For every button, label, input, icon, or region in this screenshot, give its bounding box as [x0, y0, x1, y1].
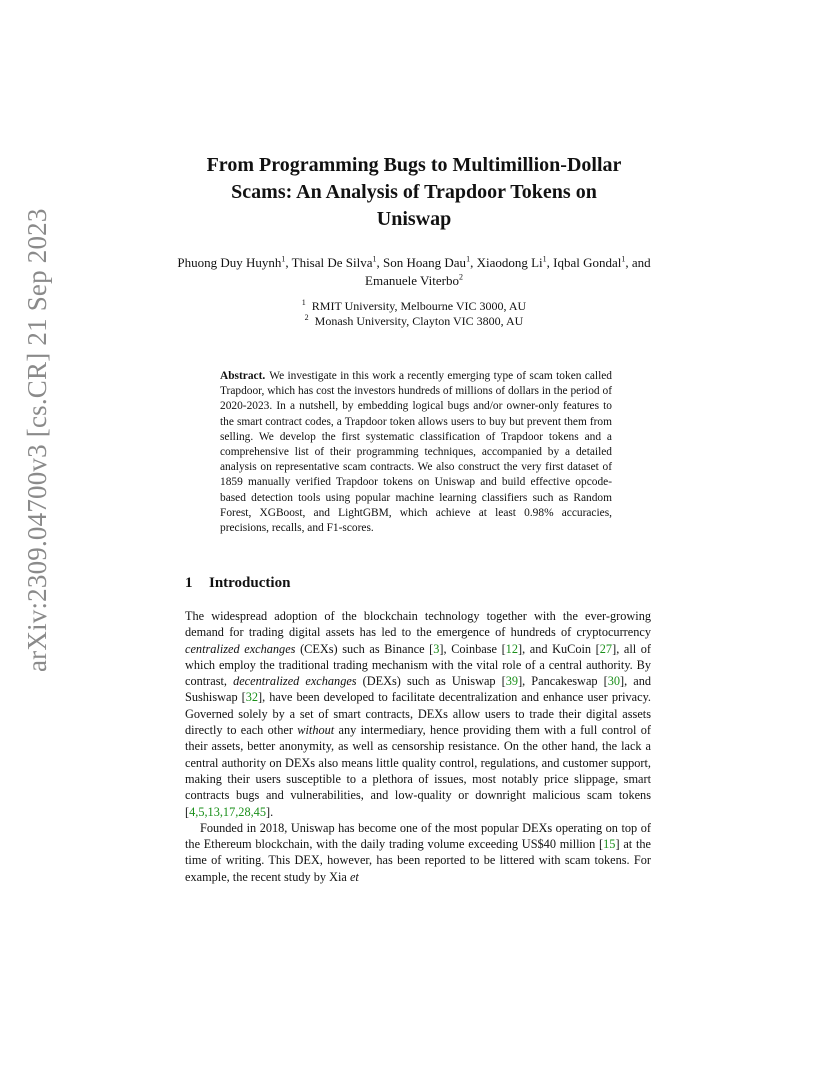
- text-run: .: [270, 804, 274, 819]
- text-run: , and KuCoin: [522, 641, 596, 656]
- title-line-2: Scams: An Analysis of Trapdoor Tokens on: [231, 181, 597, 203]
- affiliations: [170, 299, 658, 329]
- author-name: Thisal De Silva: [291, 255, 373, 270]
- affiliation-mark: 2: [304, 313, 309, 322]
- paragraph-2: [185, 820, 651, 885]
- text-run: any intermediary, hence providing them with a full control of their assets, better anonymity, as well as censorship resistance. On the other hand, the lack a central authority on DEXs also means little quality control, regulations, and customer support, making their users susceptible to a plethora of issues, most notably price slippage, smart contracts bugs and vulnerabilities, and low-quality or downright malicious scam tokens: [185, 723, 651, 803]
- affiliation-2: [170, 314, 658, 329]
- affiliation-1: [170, 299, 658, 314]
- body-text: [185, 608, 651, 885]
- author-affil-mark: 1: [542, 254, 547, 264]
- citation-link[interactable]: [ 39 ]: [502, 674, 523, 688]
- title-line-1: From Programming Bugs to Multimillion-Dollar: [206, 154, 622, 176]
- citation-link[interactable]: [ 12 ]: [502, 642, 523, 656]
- emphasis: centralized exchanges: [185, 641, 296, 656]
- text-run: , all of which employ the traditional trading mechanism with the vital role of a central authority. By contrast,: [185, 641, 652, 689]
- author-affil-mark: 1: [372, 254, 377, 264]
- paragraph-1: [185, 608, 651, 820]
- arxiv-identifier: arXiv:2309.04700v3 [cs.CR] 21 Sep 2023: [22, 208, 52, 672]
- section-title: Introduction: [209, 575, 291, 591]
- abstract-text: We investigate in this work a recently emerging type of scam token called Trapdoor, which has cost the investors hundreds of millions of dollars in the period of 2020-2023. In a nutshell, by embedding logical bugs and/or owner-only features to the smart contract codes, a Trapdoor token allows users to buy but prevent them from selling. We develop the first systematic classification of Trapdoor tokens and a comprehensive list of their programming techniques, accompanied by a detailed analysis on representative scam contracts. We also construct the very first dataset of 1859 manually verified Trapdoor tokens on Uniswap and build effective opcode-based detection tools using popular machine learning classifiers such as Random Forest, XGBoost, and LightGBM, which achieve at least 0.98% accuracies, precisions, recalls, and F1-scores.: [220, 370, 612, 535]
- author-name: Phuong Duy Huynh: [177, 255, 282, 270]
- text-run: , have been developed to facilitate decentralization and enhance user privacy. Governed solely by a set of smart contracts, DEXs allow users to trade their digital assets directly to each other: [185, 690, 651, 738]
- text-run: (CEXs) such as Binance: [295, 641, 430, 656]
- author-conjunction: and: [631, 255, 651, 270]
- abstract-label: Abstract.: [220, 370, 266, 382]
- text-run: The widespread adoption of the blockchain technology together with the ever-growing demand for trading digital assets has led to the emergence of hundreds of cryptocurrency: [185, 609, 651, 640]
- emphasis: et: [349, 869, 359, 884]
- affiliation-text: RMIT University, Melbourne VIC 3000, AU: [311, 299, 527, 313]
- emphasis: without: [297, 723, 335, 738]
- citation-link[interactable]: [ 15 ]: [599, 837, 620, 851]
- text-run: , and Sushiswap: [185, 674, 652, 705]
- affiliation-text: Monash University, Clayton VIC 3800, AU: [314, 314, 524, 328]
- section-heading: [185, 575, 290, 592]
- affiliation-mark: 1: [301, 298, 306, 307]
- text-run: , Coinbase: [443, 641, 502, 656]
- citation-link[interactable]: [ 3 ]: [429, 642, 443, 656]
- citation-link[interactable]: [ 4,5,13,17,28,45 ]: [185, 805, 270, 819]
- text-run: (DEXs) such as Uniswap: [356, 674, 502, 689]
- emphasis: decentralized exchanges: [233, 674, 357, 689]
- author-affil-mark: 1: [466, 254, 471, 264]
- paper-title: [150, 152, 678, 233]
- citation-link[interactable]: [ 32 ]: [242, 690, 263, 704]
- text-run: at the time of writing. This DEX, however, has been reported to be littered with scam tokens. For example, the recent study by Xia: [185, 837, 652, 884]
- author-name: Xiaodong Li: [476, 255, 543, 270]
- citation-link[interactable]: [ 30 ]: [604, 674, 625, 688]
- author-list: Phuong Duy Huynh$^1$, Thisal De Silva$^1$, Son Hoang Dau$^1$, Xiaodong Li$^1$, Iqbal Gondal$^1$, and Emanuele Viterbo$^2$: [177, 254, 651, 288]
- citation-link[interactable]: [ 27 ]: [596, 642, 617, 656]
- author-affil-mark: 1: [621, 254, 626, 264]
- author-name: Son Hoang Dau: [383, 255, 467, 270]
- author-affil-mark: 1: [281, 254, 286, 264]
- author-name: Emanuele Viterbo: [365, 273, 459, 288]
- text-run: Founded in 2018, Uniswap has become one of the most popular DEXs operating on top of the Ethereum blockchain, with the daily trading volume exceeding US$40 million: [185, 820, 651, 852]
- text-run: , Pancakeswap: [522, 674, 604, 689]
- author-affil-mark: 2: [458, 272, 463, 282]
- title-line-3: Uniswap: [376, 208, 452, 230]
- author-name: Iqbal Gondal: [553, 255, 622, 270]
- section-number: 1: [185, 575, 193, 591]
- abstract: [220, 369, 612, 536]
